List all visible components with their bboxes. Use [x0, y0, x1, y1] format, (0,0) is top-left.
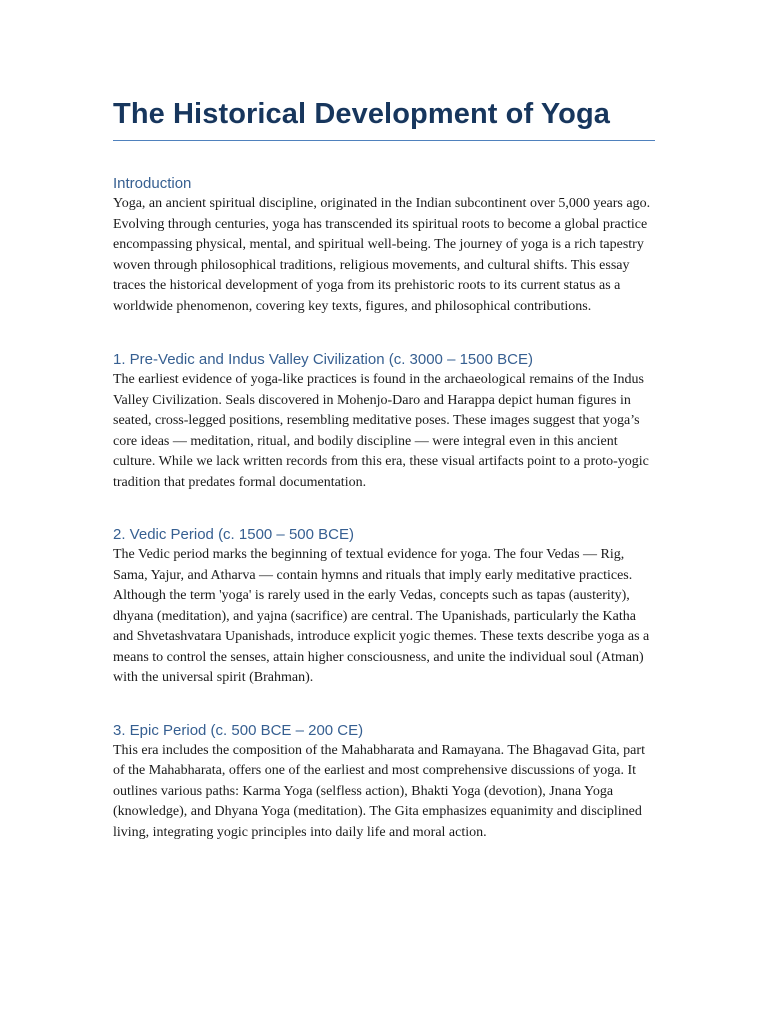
section-heading: 2. Vedic Period (c. 1500 – 500 BCE) [113, 526, 354, 543]
section-body: The earliest evidence of yoga-like practices is found in the archaeological remains of the Indus Valley Civilization. Seals discovered in Mohenjo-Daro and Harappa depict human figures in seated, cross-legged positions, resembling meditative poses. These images suggest that yoga’s core ideas — meditation, ritual, and bodily discipline — were integral even in this ancient culture. While we lack written records from this era, these visual artifacts point to a proto-yogic tradition that predates formal documentation. [113, 372, 649, 490]
section-epic [113, 721, 655, 844]
section-heading: 3. Epic Period (c. 500 BCE – 200 CE) [113, 721, 364, 739]
section-body: The Vedic period marks the beginning of textual evidence for yoga. The four Vedas — Rig, Sama, Yajur, and Atharva — contain hymns and rituals that imply early meditative practices. Although the term 'yoga' is rarely used in the early Vedas, concepts such as tapas (austerity), dhyana (meditation), and yajna (sacrifice) are central. The Upanishads, particularly the Katha and Shvetashvatara Upanishads, introduce explicit yogic themes. These texts describe yoga as a means to control the senses, attain higher consciousness, and unite the individual soul (Atman) with the universal spirit (Brahman). [113, 547, 650, 685]
section-heading: 1. Pre-Vedic and Indus Valley Civilization (c. 3000 – 1500 BCE) [113, 351, 533, 368]
section-vedic [113, 525, 655, 689]
document-title: The Historical Development of Yoga [113, 96, 655, 141]
section-body: This era includes the composition of the Mahabharata and Ramayana. The Bhagavad Gita, part of the Mahabharata, offers one of the earliest and most comprehensive discussions of yoga. It outlines various paths: Karma Yoga (selfless action), Bhakti Yoga (devotion), Jnana Yoga (knowledge), and Dhyana Yoga (meditation). The Gita emphasizes equanimity and disciplined living, integrating yogic principles into daily life and moral action. [113, 742, 645, 840]
document-page [113, 96, 655, 843]
section-heading: Introduction [113, 175, 192, 192]
section-body: Yoga, an ancient spiritual discipline, originated in the Indian subcontinent over 5,000 years ago. Evolving through centuries, yoga has transcended its spiritual roots to become a global practice encompassing physical, mental, and spiritual well-being. The journey of yoga is a rich tapestry woven through philosophical traditions, religious movements, and cultural shifts. This essay traces the historical development of yoga from its prehistoric roots to its current status as a worldwide phenomenon, covering key texts, figures, and philosophical contributions. [113, 196, 651, 314]
section-pre-vedic [113, 350, 655, 493]
section-introduction [113, 174, 655, 317]
